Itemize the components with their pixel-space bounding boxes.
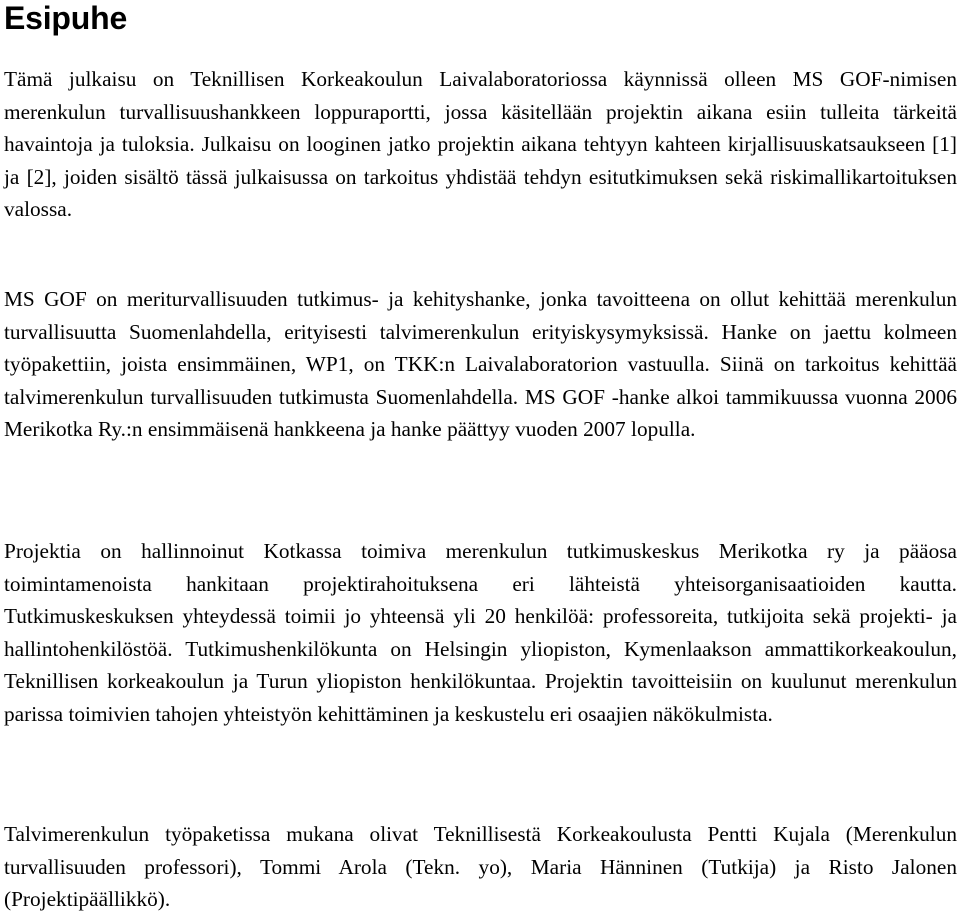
paragraph-1: Tämä julkaisu on Teknillisen Korkeakoulun Laivalaboratoriossa käynnissä olleen MS GOF-nimisen merenkulun turvallisuushankkeen loppuraportti, jossa käsitellään projektin aikana esiin tulleita tärkeitä havaintoja ja tuloksia. Julkaisu on looginen jatko projektin aikana tehtyyn kahteen kirjallisuuskatsaukseen [1] ja [2], joiden sisältö tässä julkaisussa on tarkoitus yhdistää tehdyn esitutkimuksen sekä riskimallikartoituksen valossa. — [4, 67, 957, 221]
paragraph-4: Talvimerenkulun työpaketissa mukana olivat Teknillisestä Korkeakoulusta Pentti Kujala (Merenkulun turvallisuuden professori), Tommi Arola (Tekn. yo), Maria Hänninen (Tutkija) ja Risto Jalonen (Projektipäällikkö). — [4, 822, 957, 911]
paragraph-3: Projektia on hallinnoinut Kotkassa toimiva merenkulun tutkimuskeskus Merikotka ry ja pääosa toimintamenoista hankitaan projektirahoituksena eri lähteistä yhteisorganisaatioiden kautta. Tutkimuskeskuksen yhteydessä toimii jo yhteensä yli 20 henkilöä: professoreita, tutkijoita sekä projekti- ja hallintohenkilöstöä. Tutkimushenkilökunta on Helsingin yliopiston, Kymenlaakson ammattikorkeakoulun, Teknillisen korkeakoulun ja Turun yliopiston henkilökuntaa. Projektin tavoitteisiin on kuulunut merenkulun parissa toimivien tahojen yhteistyön kehittäminen ja keskustelu eri osaajien näkökulmista. — [4, 539, 957, 726]
document-page — [4, 0, 957, 911]
section-heading: Esipuhe — [4, 0, 128, 36]
paragraph-2: MS GOF on meriturvallisuuden tutkimus- ja kehityshanke, jonka tavoitteena on ollut kehittää merenkulun turvallisuutta Suomenlahdella, erityisesti talvimerenkulun erityiskysymyksissä. Hanke on jaettu kolmeen työpakettiin, joista ensimmäinen, WP1, on TKK:n Laivalaboratorion vastuulla. Siinä on tarkoitus kehittää talvimerenkulun turvallisuuden tutkimusta Suomenlahdella. MS GOF -hanke alkoi tammikuussa vuonna 2006 Merikotka Ry.:n ensimmäisenä hankkeena ja hanke päättyy vuoden 2007 lopulla. — [4, 287, 957, 441]
